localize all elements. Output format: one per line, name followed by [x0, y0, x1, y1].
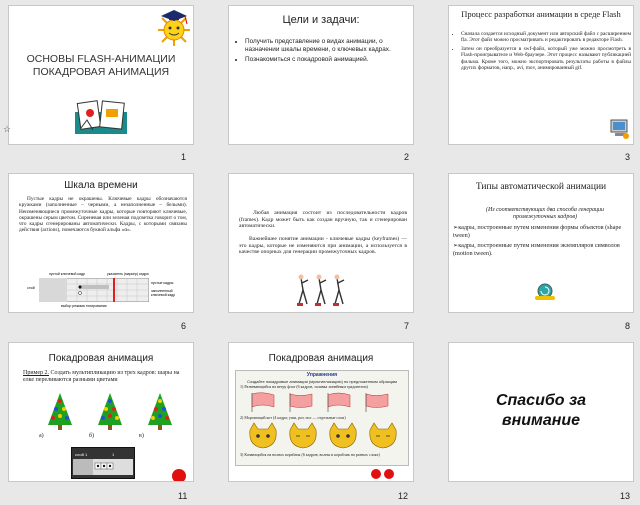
- slide-thumbnail-12[interactable]: [228, 342, 414, 482]
- slide-number-3: 3: [625, 152, 631, 162]
- slide-3-bullets: [453, 31, 631, 73]
- slide-number-7: 7: [404, 321, 410, 331]
- slide-3-bullet-2: • Затем он преобразуется в swf-файл, который уже можно просмотреть в Flash-проигрывателе и Web-браузере. Этот процесс называют публикацией фильма. Кроме того, можно экспортировать результаты работы в файлы других форматов, напр., avi, mov, анимированный gif.: [461, 46, 631, 72]
- flash-clipart: [73, 98, 131, 138]
- caption-c: в): [139, 433, 144, 439]
- slide-number-13: 13: [620, 491, 631, 501]
- flash-book-icon: [73, 98, 131, 138]
- slide-thumbnail-1[interactable]: [8, 5, 194, 145]
- slide-11-example: [23, 370, 191, 384]
- slide-thumbnail-6[interactable]: [8, 173, 194, 313]
- timeline-label-onion-skin: выбор режима тонирования: [61, 304, 107, 308]
- timeline-label-empty-frames: пустые кадры: [151, 281, 174, 285]
- slide-2-bullet-1: • Получить представление о видах анимации, о назначении шкалы времени, о ключевых кадрах.: [245, 38, 407, 54]
- christmas-tree-icon: [95, 391, 125, 431]
- transition-star-icon: ☆: [3, 124, 12, 134]
- slide-number-11: 11: [178, 491, 188, 501]
- snail-clipart: [533, 280, 557, 307]
- flags-row-icon: [248, 391, 398, 413]
- timeline-label-empty-keyframe: пустой ключевой кадр: [49, 272, 85, 276]
- slide-2-bullet-2: • Познакомиться с покадровой анимацией.: [245, 56, 407, 64]
- slide-thumbnail-2[interactable]: [228, 5, 414, 145]
- mini-timeline: [71, 447, 135, 479]
- slide-6-title: Шкала времени: [64, 180, 138, 191]
- slide-2-title: Цели и задачи:: [282, 14, 360, 26]
- timeline-label-filled-keyframe: заполненный ключевой кадр: [151, 289, 176, 297]
- slide-number-12: 12: [398, 491, 409, 501]
- slide-11-example-label: Пример 2.: [23, 370, 50, 376]
- record-dot-icon: [172, 469, 186, 482]
- slide-8-subtitle: (Из соответствующих два способа генерации промежуточных кадров): [485, 207, 605, 220]
- record-dot-icon-1: [371, 469, 381, 479]
- slide-3-bullet-1: • Сначала создается исходный документ или авторский файл с расширением fla. Этот файл можно просматривать и редактировать в редакторе Flash.: [461, 31, 631, 44]
- slide-8-bullet-1-text: кадры, построенные путем изменения формы объектов (shape tween): [453, 224, 622, 239]
- mini-timeline-frame-number: 1: [112, 452, 115, 457]
- exercise-item-1: 1) Развевающийся на ветру флаг (6 кадров, заливка линейным градиентом): [240, 384, 368, 389]
- slide-thumbnail-7[interactable]: [228, 173, 414, 313]
- caption-b: б): [89, 433, 95, 439]
- slide-thumbnail-8[interactable]: [448, 173, 634, 313]
- exercise-item-3: 3) Качающийся на волнах кораблик (6 кадров; волны и кораблик на разных слоях): [240, 452, 380, 457]
- slide-8-bullets: [453, 224, 631, 257]
- snail-icon: [533, 280, 557, 302]
- sun-icon: [157, 8, 191, 48]
- slide-8-bullet-2-text: кадры, построенные путем изменения экземпляров символов (motion tween).: [453, 242, 620, 257]
- timeline-grid-icon: [39, 278, 149, 302]
- slide-number-1: 1: [181, 152, 187, 162]
- slide-12-title: Покадровая анимация: [268, 353, 374, 364]
- christmas-tree-icon: [145, 391, 175, 431]
- slide-thumbnail-11[interactable]: [8, 342, 194, 482]
- slide-number-6: 6: [181, 321, 187, 331]
- dancer-icon: [295, 274, 351, 308]
- slide-thumbnail-3[interactable]: [448, 5, 634, 145]
- slide-8-bullet-2: ➢кадры, построенные путем изменения экземпляров символов (motion tween).: [453, 242, 620, 257]
- slide-7-paragraph-1: Любая анимация состоит из последовательности кадров (frames). Кадр может быть как создан вручную, так и сгенерирован автоматически.: [239, 210, 407, 230]
- slide-8-bullet-1: ➢кадры, построенные путем изменения формы объектов (shape tween): [453, 224, 622, 239]
- slide-11-title: Покадровая анимация: [48, 353, 154, 364]
- timeline-figure: [27, 272, 176, 310]
- christmas-tree-c: [145, 391, 175, 436]
- slide-number-2: 2: [404, 152, 410, 162]
- exercise-item-2: 2) Моргающий кот (4 кадра; уши, рот, нос — отдельные слои): [240, 415, 346, 420]
- cats-row-icon: [242, 422, 402, 450]
- slide-6-text: Пустые кадры не окрашены. Ключевые кадры обозначаются кружками (заполненные – черными, а незаполненные – белыми). Неизменяющиеся промежуточные кадры, которые повторяют ключевые, окрашены серым цветом. Сиреневая или зеленая подсветка говорит о том, что кадры сгенерированы автоматически. Кадры, с которыми связаны действия (actions), помечаются буквой альфа «α».: [19, 196, 187, 234]
- computer-clipart: [609, 118, 631, 145]
- slide-13-title: Спасибо за внимание: [495, 392, 587, 429]
- caption-a: а): [39, 433, 44, 439]
- christmas-tree-icon: [45, 391, 75, 431]
- slide-2-bullets: [237, 38, 407, 66]
- christmas-tree-b: [95, 391, 125, 436]
- exercise-subtitle: Создайте покадровые анимации (мультипликацию) по предложенным образцам: [247, 379, 397, 384]
- christmas-tree-a: [45, 391, 75, 436]
- slide-number-8: 8: [625, 321, 631, 331]
- slide-1-title: ОСНОВЫ FLASH-АНИМАЦИИ ПОКАДРОВАЯ АНИМАЦИЯ: [26, 53, 176, 78]
- timeline-label-playhead: указатель (маркер) кадра: [107, 272, 149, 276]
- exercise-box: [235, 370, 409, 466]
- slide-thumbnail-13[interactable]: [448, 342, 634, 482]
- timeline-label-layer: слой: [27, 286, 35, 290]
- dancing-figures-clipart: [295, 274, 351, 313]
- record-dot-icon-2: [384, 469, 394, 479]
- computer-icon: [609, 118, 631, 140]
- exercise-title: Упражнения: [306, 372, 338, 378]
- slide-11-example-text: Создать мультипликацию из трех кадров: шары на елке переливаются разными цветами: [23, 370, 180, 383]
- sun-cap-clipart: [157, 8, 191, 48]
- slide-7-paragraph-2: Важнейшее понятие анимации - ключевые кадры (keyframes) — это кадры, которые не изменяются при анимации, а используется в качестве опорных для генерации промежуточных кадров.: [239, 236, 407, 256]
- mini-timeline-grid-icon: [73, 459, 133, 475]
- slide-8-title: Типы автоматической анимации: [475, 182, 607, 192]
- slide-3-title: Процесс разработки анимации в среде Flash: [461, 9, 621, 19]
- mini-timeline-layer: слой 1: [75, 452, 88, 457]
